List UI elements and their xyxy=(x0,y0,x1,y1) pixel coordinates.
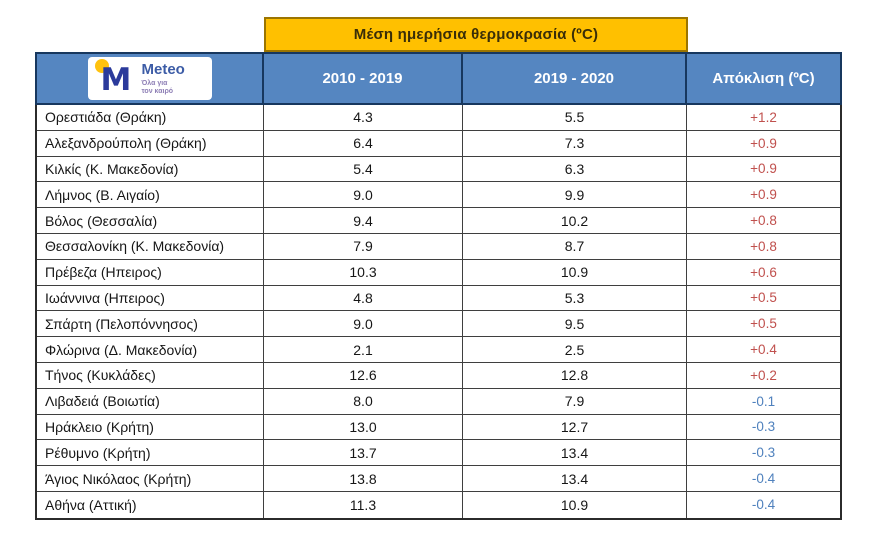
value-2010-2019-cell: 13.0 xyxy=(264,415,463,440)
value-2019-2020-cell: 8.7 xyxy=(463,234,687,259)
meteo-logo-text xyxy=(142,62,185,96)
table-title: Μέση ημερήσια θερμοκρασία (ºC) xyxy=(353,26,599,43)
logo-tagline xyxy=(142,80,185,96)
table-row xyxy=(37,105,840,131)
deviation-cell: +0.6 xyxy=(750,264,777,280)
location-cell: Ηράκλειο (Κρήτη) xyxy=(37,415,264,440)
value-2019-2020-cell: 13.4 xyxy=(463,466,687,491)
value-2019-2020-cell: 13.4 xyxy=(463,440,687,465)
deviation-cell: +0.9 xyxy=(750,161,777,177)
table-row xyxy=(37,131,840,157)
location-cell: Ιωάννινα (Ηπειρος) xyxy=(37,286,264,311)
deviation-cell: +0.2 xyxy=(750,367,777,383)
header-logo-cell xyxy=(37,54,264,103)
value-2010-2019-cell: 4.3 xyxy=(264,105,463,130)
location-cell: Θεσσαλονίκη (Κ. Μακεδονία) xyxy=(37,234,264,259)
value-2010-2019-cell: 2.1 xyxy=(264,337,463,362)
value-2010-2019-cell: 7.9 xyxy=(264,234,463,259)
deviation-cell: +0.8 xyxy=(750,213,777,229)
location-cell: Λήμνος (Β. Αιγαίο) xyxy=(37,182,264,207)
location-cell: Φλώρινα (Δ. Μακεδονία) xyxy=(37,337,264,362)
deviation-cell: +0.9 xyxy=(750,135,777,151)
deviation-cell: +1.2 xyxy=(750,109,777,125)
table-title-banner xyxy=(264,17,688,52)
deviation-cell: -0.3 xyxy=(751,419,776,435)
value-2019-2020-cell: 10.9 xyxy=(463,492,687,518)
table-header-row xyxy=(35,52,842,105)
table-row xyxy=(37,182,840,208)
table-row xyxy=(37,311,840,337)
header-col-deviation: Απόκλιση (ºC) xyxy=(712,70,815,87)
location-cell: Κιλκίς (Κ. Μακεδονία) xyxy=(37,157,264,182)
deviation-cell: -0.4 xyxy=(751,497,776,513)
header-col-2019-2020: 2019 - 2020 xyxy=(463,54,687,103)
value-2010-2019-cell: 9.0 xyxy=(264,182,463,207)
value-2019-2020-cell: 12.7 xyxy=(463,415,687,440)
logo-tagline-line1: Όλα για xyxy=(141,79,168,87)
value-2019-2020-cell: 6.3 xyxy=(463,157,687,182)
location-cell: Άγιος Νικόλαος (Κρήτη) xyxy=(37,466,264,491)
value-2019-2020-cell: 5.3 xyxy=(463,286,687,311)
deviation-cell: +0.8 xyxy=(750,238,777,254)
temperature-table xyxy=(35,52,842,520)
location-cell: Αθήνα (Αττική) xyxy=(37,492,264,518)
value-2019-2020-cell: 12.8 xyxy=(463,363,687,388)
table-row xyxy=(37,492,840,518)
location-cell: Πρέβεζα (Ηπειρος) xyxy=(37,260,264,285)
deviation-cell: +0.9 xyxy=(750,187,777,203)
value-2010-2019-cell: 10.3 xyxy=(264,260,463,285)
deviation-cell: +0.5 xyxy=(750,290,777,306)
table-row xyxy=(37,440,840,466)
location-cell: Ορεστιάδα (Θράκη) xyxy=(37,105,264,130)
location-cell: Λιβαδειά (Βοιωτία) xyxy=(37,389,264,414)
value-2010-2019-cell: 8.0 xyxy=(264,389,463,414)
value-2010-2019-cell: 13.8 xyxy=(264,466,463,491)
deviation-cell: -0.4 xyxy=(751,471,776,487)
table-row xyxy=(37,157,840,183)
value-2010-2019-cell: 9.0 xyxy=(264,311,463,336)
deviation-cell: +0.5 xyxy=(750,316,777,332)
value-2019-2020-cell: 10.2 xyxy=(463,208,687,233)
location-cell: Τήνος (Κυκλάδες) xyxy=(37,363,264,388)
meteo-logo xyxy=(88,57,212,100)
table-body xyxy=(35,105,842,520)
logo-wordmark: Meteo xyxy=(141,60,185,78)
location-cell: Βόλος (Θεσσαλία) xyxy=(37,208,264,233)
value-2010-2019-cell: 13.7 xyxy=(264,440,463,465)
meteo-m-monogram: M xyxy=(100,62,132,98)
value-2019-2020-cell: 9.5 xyxy=(463,311,687,336)
value-2019-2020-cell: 7.3 xyxy=(463,131,687,156)
deviation-cell: -0.3 xyxy=(751,445,776,461)
value-2019-2020-cell: 7.9 xyxy=(463,389,687,414)
meteo-logo-mark xyxy=(93,59,141,98)
location-cell: Σπάρτη (Πελοπόννησος) xyxy=(37,311,264,336)
value-2010-2019-cell: 5.4 xyxy=(264,157,463,182)
value-2010-2019-cell: 4.8 xyxy=(264,286,463,311)
value-2010-2019-cell: 11.3 xyxy=(264,492,463,518)
table-row xyxy=(37,363,840,389)
value-2010-2019-cell: 9.4 xyxy=(264,208,463,233)
table-row xyxy=(37,208,840,234)
value-2010-2019-cell: 12.6 xyxy=(264,363,463,388)
logo-tagline-line2: τον καιρό xyxy=(141,87,174,95)
table-row xyxy=(37,286,840,312)
value-2010-2019-cell: 6.4 xyxy=(264,131,463,156)
location-cell: Ρέθυμνο (Κρήτη) xyxy=(37,440,264,465)
deviation-cell: +0.4 xyxy=(750,342,777,358)
table-row xyxy=(37,466,840,492)
table-row xyxy=(37,415,840,441)
table-row xyxy=(37,234,840,260)
table-row xyxy=(37,337,840,363)
header-col-2010-2019: 2010 - 2019 xyxy=(264,54,463,103)
table-row xyxy=(37,389,840,415)
value-2019-2020-cell: 10.9 xyxy=(463,260,687,285)
value-2019-2020-cell: 9.9 xyxy=(463,182,687,207)
value-2019-2020-cell: 2.5 xyxy=(463,337,687,362)
table-row xyxy=(37,260,840,286)
location-cell: Αλεξανδρούπολη (Θράκη) xyxy=(37,131,264,156)
value-2019-2020-cell: 5.5 xyxy=(463,105,687,130)
deviation-cell: -0.1 xyxy=(751,393,776,409)
